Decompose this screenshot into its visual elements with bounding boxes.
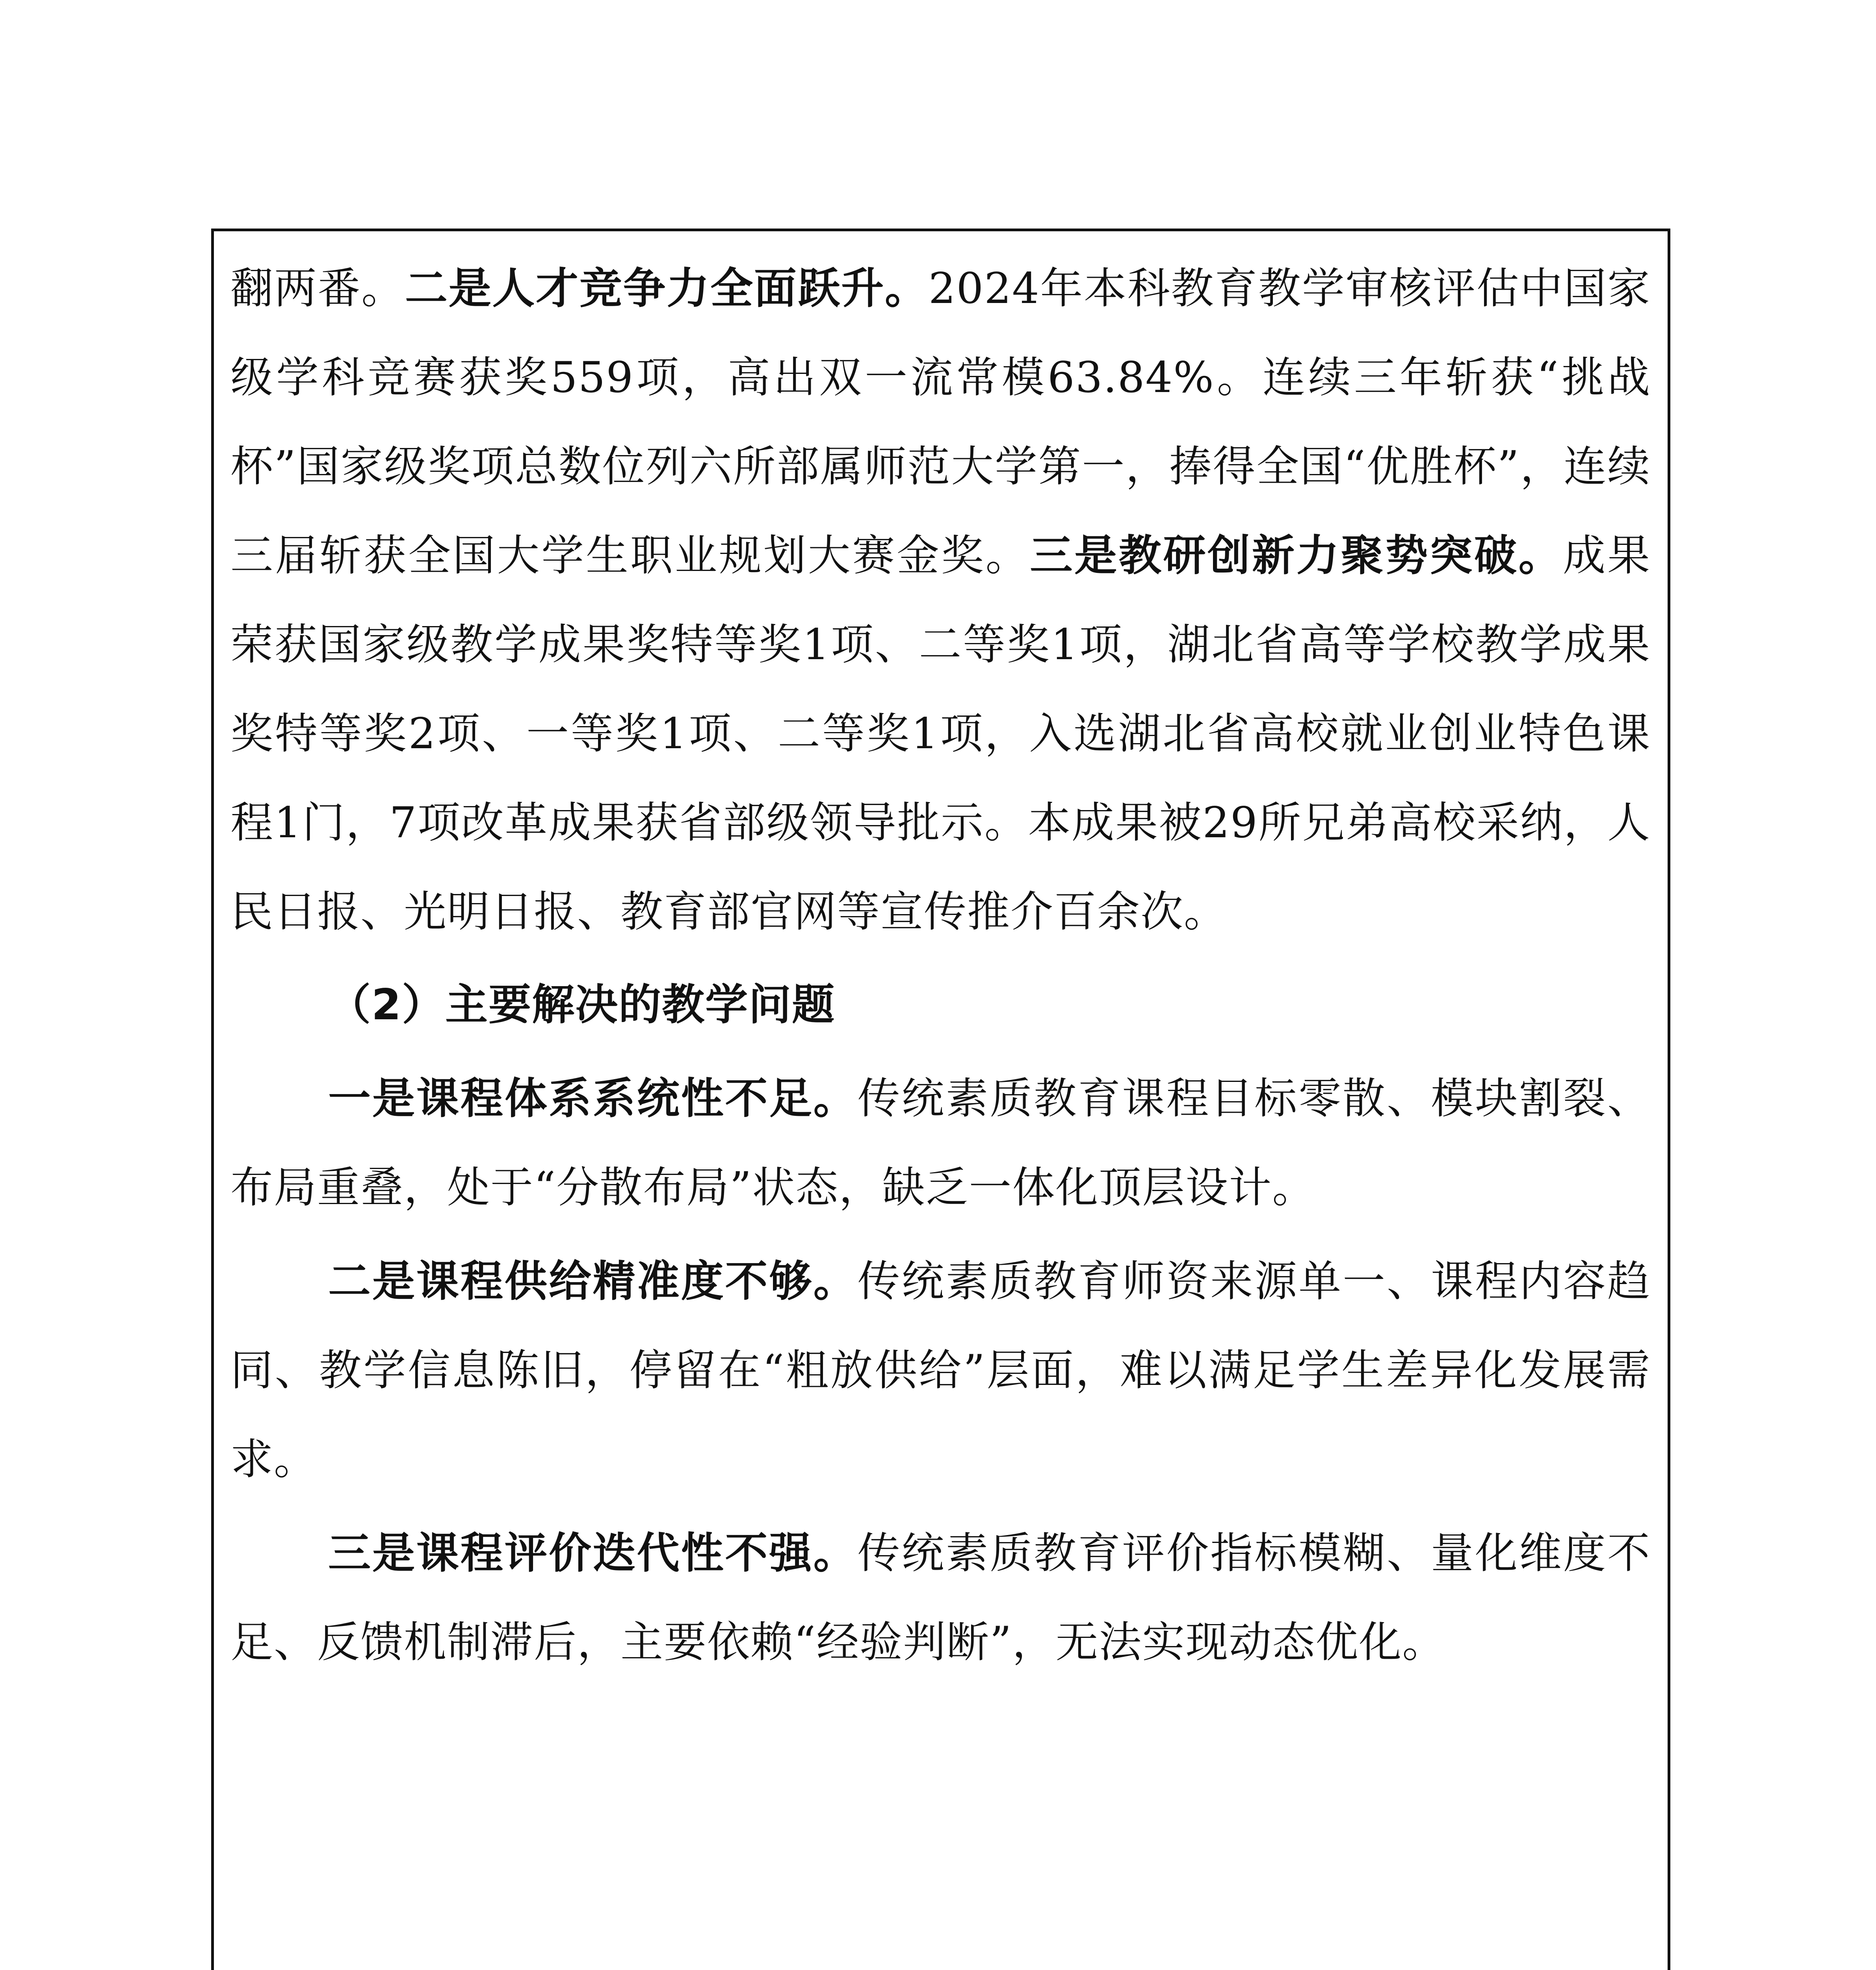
problem-paragraph-3 xyxy=(230,1509,1651,1687)
problem-text: 传统素质教育课程目标零散、模块割裂、布局重叠，处于“分散布局”状态，缺乏一体化顶层设计。 xyxy=(230,1074,1651,1212)
section-heading: （2）主要解决的教学问题 xyxy=(328,980,836,1030)
text-segment: 成果荣获国家级教学成果奖特等奖1项、二等奖1项，湖北省高等学校教学成果奖特等奖2项、一等奖1项、二等奖1项，入选湖北省高校就业创业特色课程1门，7项改革成果获省部级领导批示。本成果被29所兄弟高校采纳，人民日报、光明日报、教育部官网等宣传推介百余次。 xyxy=(230,531,1651,937)
document-body xyxy=(230,244,1651,1687)
bold-lead-research: 三是教研创新力聚势突破。 xyxy=(1030,531,1563,580)
problem-text: 传统素质教育师资来源单一、课程内容趋同、教学信息陈旧，停留在“粗放供给”层面，难以满足学生差异化发展需求。 xyxy=(230,1257,1651,1484)
problem-lead: 一是课程体系系统性不足。 xyxy=(328,1074,858,1123)
text-segment: 2024年本科教育教学审核评估中国家级学科竞赛获奖559项，高出双一流常模63.84%。连续三年斩获“挑战杯”国家级奖项总数位列六所部属师范大学第一，捧得全国“优胜杯”，连续三届斩获全国大学生职业规划大赛金奖。 xyxy=(230,264,1651,580)
problem-lead: 三是课程评价迭代性不强。 xyxy=(328,1529,858,1578)
problem-paragraph-1 xyxy=(230,1054,1651,1232)
problem-lead: 二是课程供给精准度不够。 xyxy=(328,1257,858,1306)
problem-text: 传统素质教育评价指标模糊、量化维度不足、反馈机制滞后，主要依赖“经验判断”，无法实现动态优化。 xyxy=(230,1529,1651,1667)
paragraph-achievements xyxy=(230,244,1651,957)
problem-paragraph-2 xyxy=(230,1237,1651,1504)
bold-lead-talent: 二是人才竞争力全面跃升。 xyxy=(405,264,929,313)
text-segment: 翻两番。 xyxy=(230,264,405,313)
